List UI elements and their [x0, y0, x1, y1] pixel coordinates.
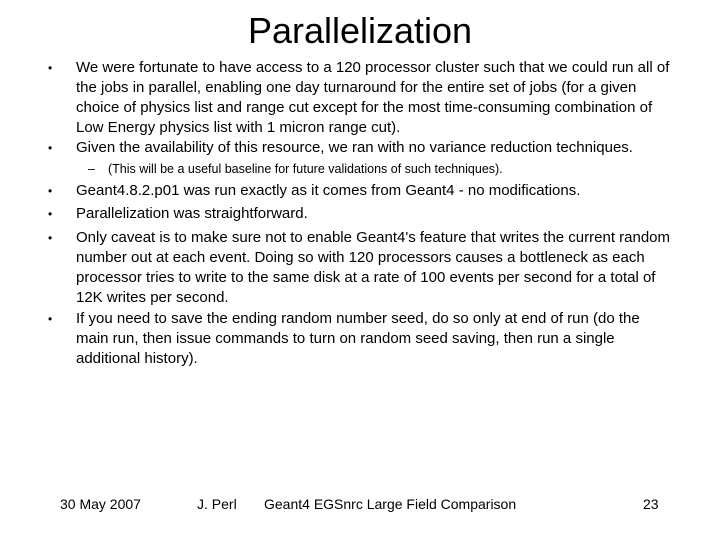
bullet-marker: •: [48, 141, 53, 155]
bullet-marker: •: [48, 207, 53, 221]
footer-date: 30 May 2007: [60, 496, 141, 512]
slide-title: Parallelization: [247, 10, 473, 51]
sub-bullet-dash: –: [88, 162, 95, 176]
footer-presentation-title: Geant4 EGSnrc Large Field Comparison: [264, 496, 517, 512]
bullet-item-no-variance-reduction: Given the availability of this resource, we ran with no variance reduction techniques.: [76, 139, 633, 156]
bullet-item-save-seed: If you need to save the ending random number seed, do so only at end of run (do the main run, then issue commands to turn on random seed saving, then run a single additional history).: [76, 310, 640, 367]
footer-author: J. Perl: [197, 496, 237, 512]
bullet-item-cluster: We were fortunate to have access to a 120 processor cluster such that we could run all of the jobs in parallel, enabling one day turnaround for the entire set of jobs (for a given choice of physics list and range cut except for the most time-consuming combination of Low Energy physics list with 1 micron range cut).: [76, 59, 670, 136]
bullet-marker: •: [48, 184, 53, 198]
bullet-item-straightforward: Parallelization was straightforward.: [76, 205, 308, 222]
bullet-marker: •: [48, 61, 53, 75]
bullet-item-random-number-caveat: Only caveat is to make sure not to enable Geant4's feature that writes the current random number out at each event. Doing so with 120 processors causes a bottleneck as each processor tries to write to the same disk at a rate of 100 events per second for a total of 12K writes per second.: [76, 229, 671, 306]
footer-page-number: 23: [643, 496, 659, 512]
bullet-item-geant4-version: Geant4.8.2.p01 was run exactly as it comes from Geant4 - no modifications.: [76, 182, 581, 199]
bullet-marker: •: [48, 231, 53, 245]
sub-bullet-baseline-note: (This will be a useful baseline for future validations of such techniques).: [108, 162, 503, 176]
bullet-marker: •: [48, 312, 53, 326]
